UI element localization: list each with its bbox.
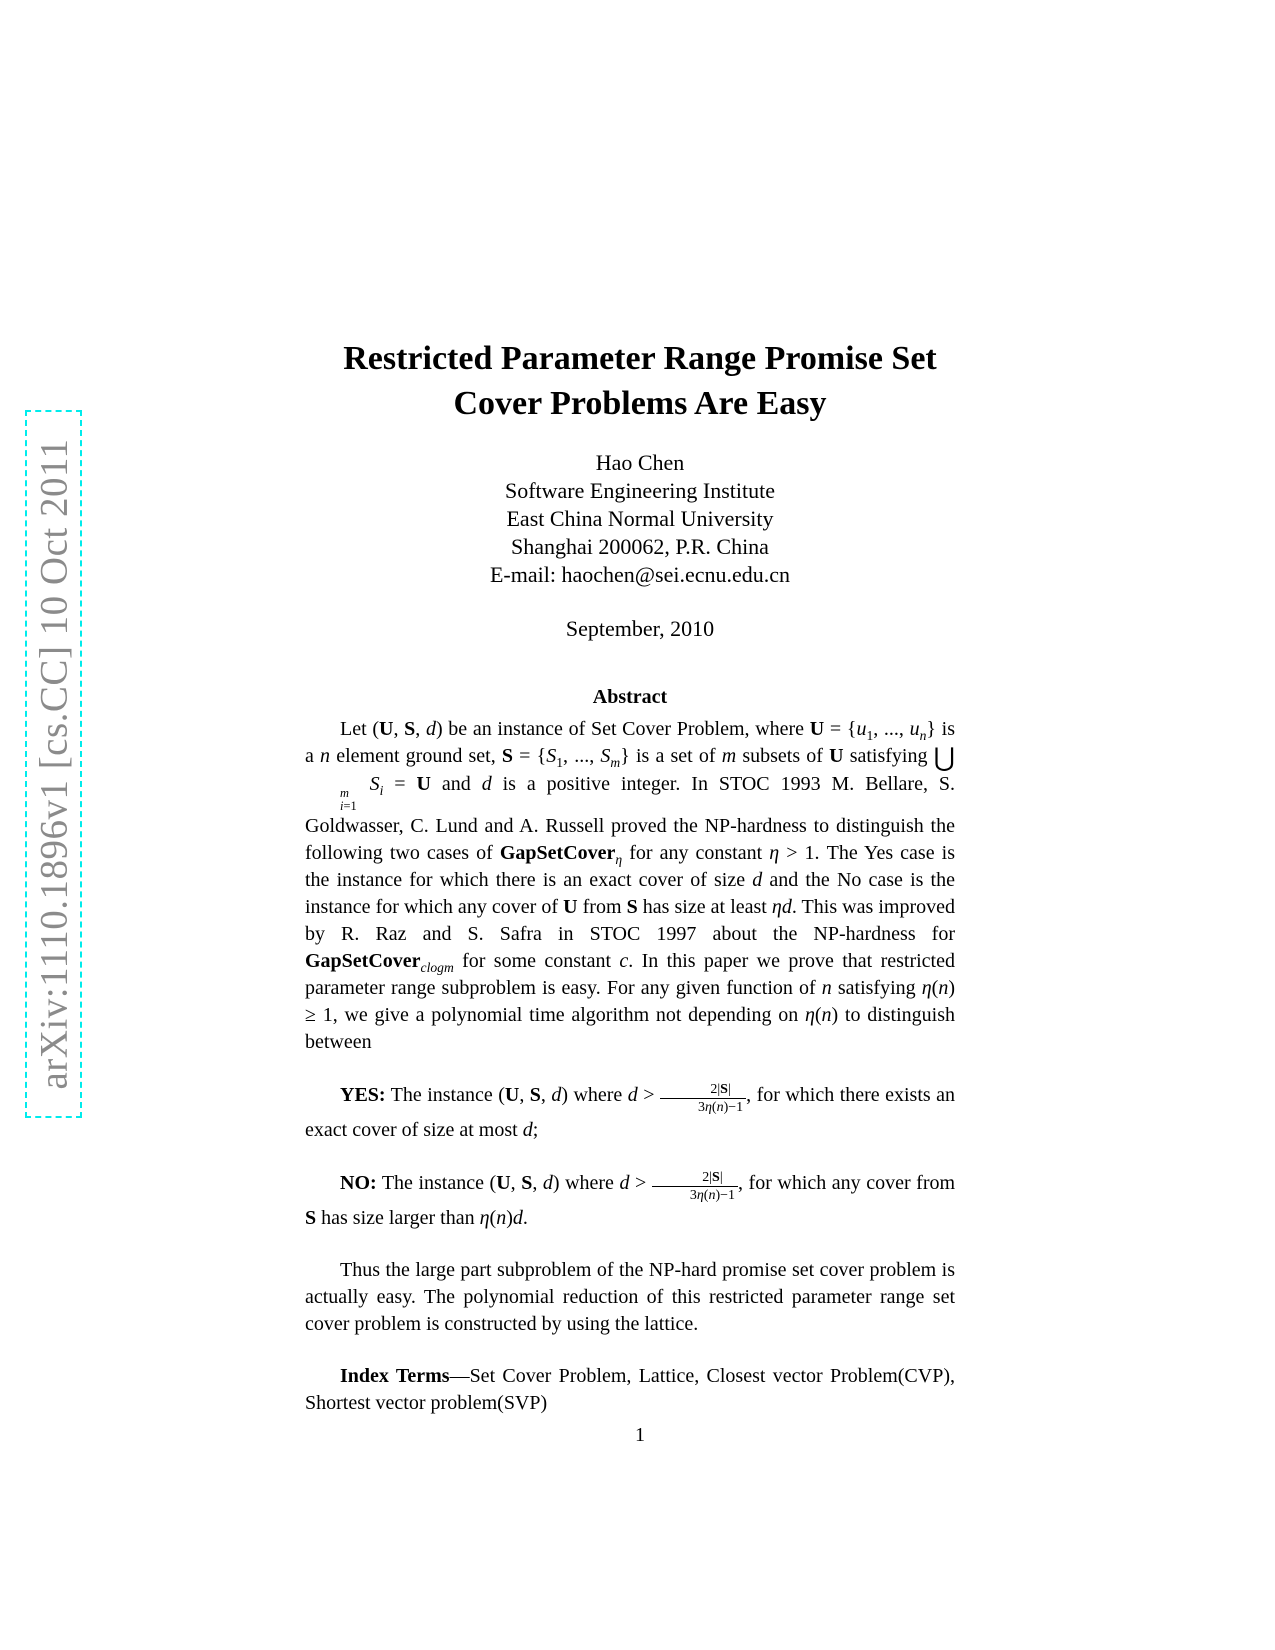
arxiv-watermark[interactable] <box>25 410 82 1118</box>
paper-content <box>280 336 1000 1417</box>
arxiv-watermark-text[interactable]: arXiv:1110.1896v1 [cs.CC] 10 Oct 2011 <box>32 438 75 1090</box>
author-block <box>280 449 1000 589</box>
author-institute: Software Engineering Institute <box>504 478 776 503</box>
author-email: E-mail: haochen@sei.ecnu.edu.cn <box>489 562 791 587</box>
abstract-body <box>305 716 955 1417</box>
author-address: Shanghai 200062, P.R. China <box>511 534 769 559</box>
index-terms: Index Terms—Set Cover Problem, Lattice, Closest vector Problem(CVP), Shortest vector problem(SVP) <box>305 1364 956 1414</box>
author-name: Hao Chen <box>595 450 685 475</box>
no-case-paragraph: NO: The instance (U, S, d) where d > $\frac{2|S|}{3\eta(n)-1}$ , for which any cover from S has size larger than η(n)d. <box>305 1169 956 1229</box>
yes-case-paragraph: YES: The instance (U, S, d) where d > $\frac{2|S|}{3\eta(n)-1}$ , for which there exists an exact cover of size at most d; <box>305 1081 955 1141</box>
author-university: East China Normal University <box>506 506 774 531</box>
paper-title <box>280 336 1000 426</box>
paper-title-line1: Restricted Parameter Range Promise Set <box>343 340 937 377</box>
paper-date: September, 2010 <box>565 616 715 641</box>
abstract-paragraph: Let (U, S, d) be an instance of Set Cover Problem, where $U = \{u_1$, ..., $u_n$} is a n element ground set, $S = \{S_1$, ..., $S_m$} is a set of m subsets of U satisfying ⋃ m i=1 $S_i = U$ and d is a positive integer. In STOC 1993 M. Bellare, S. Goldwasser, C. Lund and A. Russell proved the NP-hardness to distinguish the following two cases of GapSetCover$_\eta$ for any constant η > 1. The Yes case is the instance for which there is an exact cover of size d and the No case is the instance for which any cover of U from S has size at least ηd. This was improved by R. Raz and S. Safra in STOC 1997 about the NP-hardness for GapSetCover$_{clogm}$ for some constant c. In this paper we prove that restricted parameter range subproblem is easy. For any given function of n satisfying η(n) ≥ 1, we give a polynomial time algorithm not depending on η(n) to distinguish between <box>305 718 956 1053</box>
closing-paragraph: Thus the large part subproblem of the NP-hard promise set cover problem is actually easy. The polynomial reduction of this restricted parameter range set cover problem is constructed by using the lattice. <box>305 1258 955 1335</box>
page-number: 1 <box>635 1424 645 1446</box>
paper-title-line2: Cover Problems Are Easy <box>453 385 827 422</box>
abstract-heading: Abstract <box>592 686 668 708</box>
